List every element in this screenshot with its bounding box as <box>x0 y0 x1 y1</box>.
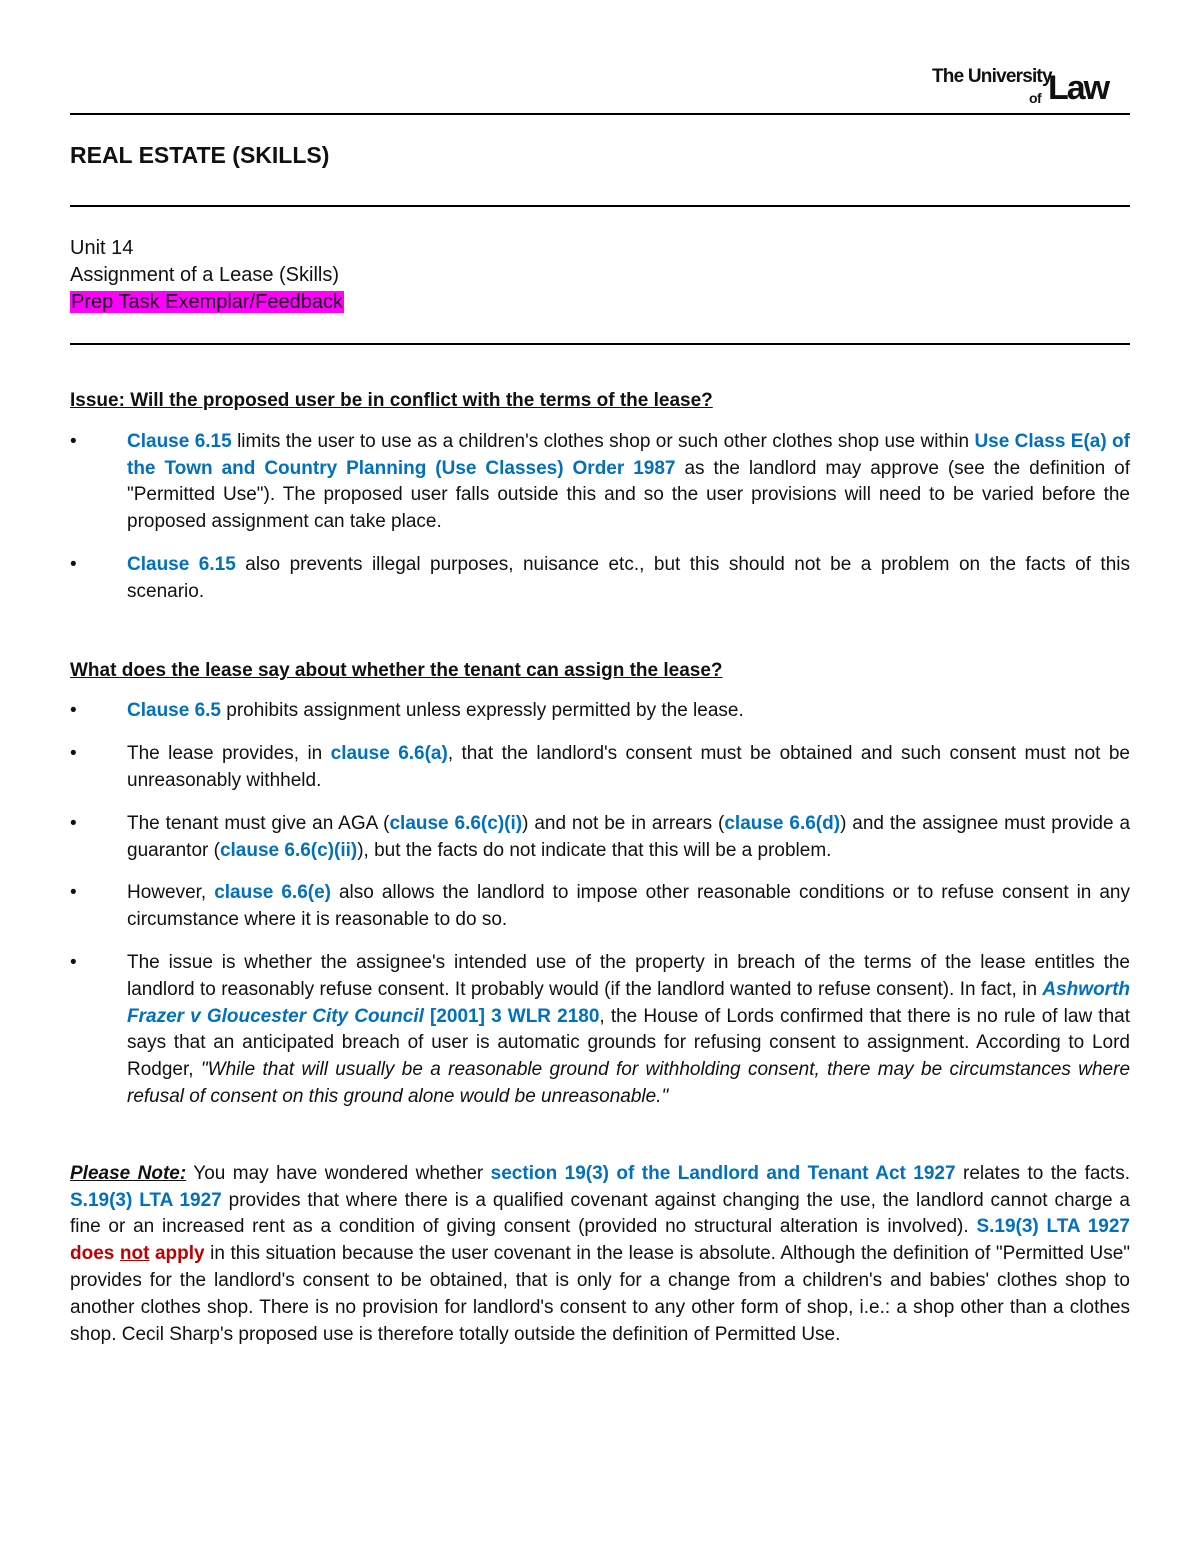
body-text: The lease provides, in <box>127 743 331 765</box>
bullet-icon: • <box>70 743 77 765</box>
body-text: also prevents illegal purposes, nuisance etc., but this should not be a problem on the facts of this scenario. <box>127 553 1130 602</box>
case-name: Ashworth Frazer v Gloucester City Council <box>127 978 1130 1027</box>
body-text: relates to the facts. <box>955 1162 1130 1184</box>
unit-number: Unit 14 <box>70 237 134 259</box>
unit-block <box>70 235 344 316</box>
bullet-list-user <box>70 429 1130 606</box>
bullet-list-assignment <box>70 698 1130 1110</box>
unit-name: Assignment of a Lease (Skills) <box>70 264 340 286</box>
header-rule <box>70 113 1130 115</box>
university-of-law-logo <box>928 64 1133 108</box>
statute-reference: S.19(3) LTA 1927 <box>70 1189 222 1211</box>
body-text: prohibits assignment unless expressly permitted by the lease. <box>221 700 744 722</box>
bullet-icon: • <box>70 430 77 452</box>
bullet-icon: • <box>70 700 77 722</box>
bullet-icon: • <box>70 553 77 575</box>
note-label: Please Note: <box>70 1162 187 1184</box>
emphasis-text: does <box>70 1243 120 1265</box>
bullet-icon: • <box>70 951 77 973</box>
case-citation: [2001] 3 WLR 2180 <box>423 1005 600 1027</box>
body-text: also allows the landlord to impose other reasonable conditions or to refuse consent in any circumstance where it is reasonable to do so. <box>127 882 1130 931</box>
section-heading-assignment: What does the lease say about whether the tenant can assign the lease? <box>70 659 723 681</box>
list-item <box>70 741 1130 795</box>
list-item <box>70 811 1130 865</box>
clause-reference: Clause 6.15 <box>127 430 232 452</box>
clause-reference: clause 6.6(c)(ii) <box>219 839 358 861</box>
body-text: The tenant must give an AGA ( <box>127 812 390 834</box>
clause-reference: clause 6.6(c)(i) <box>389 812 523 834</box>
list-item <box>70 552 1130 606</box>
clause-reference: clause 6.6(d) <box>724 812 841 834</box>
clause-reference: clause 6.6(e) <box>214 882 331 904</box>
list-item <box>70 880 1130 934</box>
clause-reference: Clause 6.5 <box>127 700 221 722</box>
clause-reference: Clause 6.15 <box>127 553 236 575</box>
bullet-icon: • <box>70 812 77 834</box>
clause-reference: clause 6.6(a) <box>330 743 448 765</box>
please-note-paragraph <box>70 1161 1130 1349</box>
logo-line-2: of <box>1029 90 1042 106</box>
statute-reference: Use Class E(a) of the Town and Country Planning (Use Classes) Order 1987 <box>127 430 1130 479</box>
body-content <box>70 388 1130 1348</box>
list-item <box>70 698 1130 725</box>
body-text: provides that where there is a qualified covenant against changing the use, the landlord cannot charge a fine or an increased rent as a condition of giving consent (provided no structural alteration is involved). <box>70 1189 1131 1238</box>
section-heading-user-conflict: Issue: Will the proposed user be in conflict with the terms of the lease? <box>70 390 713 411</box>
unit-subtitle-highlight: Prep Task Exemplar/Feedback <box>71 291 343 313</box>
title-rule <box>70 205 1130 207</box>
body-text: as the landlord may approve (see the definition of "Permitted Use"). The proposed user falls outside this and so the user provisions will need to be varied before the proposed assignment can take place. <box>127 457 1130 533</box>
list-item <box>70 950 1130 1111</box>
emphasis-text: apply <box>149 1243 205 1265</box>
body-text: You may have wondered whether <box>186 1162 491 1184</box>
emphasis-text: not <box>119 1243 150 1265</box>
body-text: ) and not be in arrears ( <box>522 812 725 834</box>
document-title: REAL ESTATE (SKILLS) <box>70 142 330 168</box>
body-text: limits the user to use as a children's clothes shop or such other clothes shop use within <box>231 430 975 452</box>
unit-rule <box>70 343 1130 345</box>
body-text: in this situation because the user covenant in the lease is absolute. Although the definition of "Permitted Use" provides for the landlord's consent to be obtained, that is only for a change from a children's and babies' clothes shop to another clothes shop. There is no provision for landlord's consent to any other form of shop, i.e.: a shop other than a clothes shop. Cecil Sharp's proposed use is therefore totally outside the definition of Permitted Use. <box>70 1243 1131 1345</box>
body-text: However, <box>127 882 215 904</box>
body-text: , that the landlord's consent must be obtained and such consent must not be unreasonably withheld. <box>127 743 1130 791</box>
logo-line-3: Law <box>1048 69 1109 107</box>
body-text: ) and the assignee must provide a guarantor ( <box>127 812 1131 861</box>
bullet-icon: • <box>70 882 77 904</box>
body-text: The issue is whether the assignee's intended use of the property in breach of the terms of the lease entitles the landlord to reasonably refuse consent. It probably would (if the landlord wanted to refuse consent). In fact, in <box>127 951 1130 1000</box>
statute-reference: S.19(3) LTA 1927 <box>976 1216 1130 1238</box>
logo-line-1: The University <box>932 66 1052 87</box>
quotation: "While that will usually be a reasonable ground for withholding consent, there may be circumstances where refusal of consent on this ground alone would be unreasonable." <box>127 1059 1131 1107</box>
statute-reference: section 19(3) of the Landlord and Tenant Act 1927 <box>490 1162 956 1184</box>
body-text: ), but the facts do not indicate that this will be a problem. <box>357 839 832 861</box>
body-text: , the House of Lords confirmed that there is no rule of law that says that an anticipated breach of user is automatic grounds for refusing consent to assignment. According to Lord Rodger, <box>127 1005 1130 1081</box>
list-item <box>70 429 1130 536</box>
